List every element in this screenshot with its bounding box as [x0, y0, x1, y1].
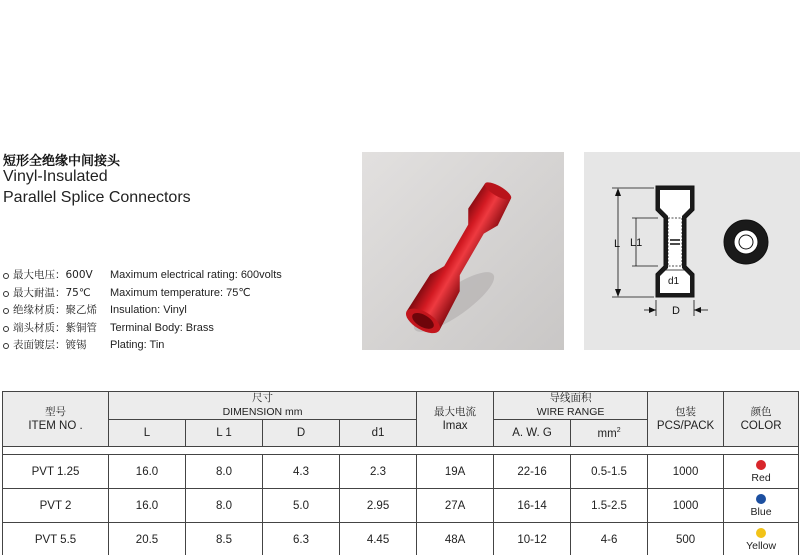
product-title-en-line2: Parallel Splice Connectors: [3, 189, 191, 206]
header-imax: [417, 392, 494, 447]
cell-item: PVT 5.5: [3, 523, 109, 555]
cell-item: PVT 1.25: [3, 455, 109, 489]
brass-barrel: [668, 218, 682, 266]
header-color: [724, 392, 799, 447]
product-title-cn: 短形全绝缘中间接头: [3, 154, 121, 169]
bullet-icon: [3, 308, 9, 314]
splice-connector-image: [362, 152, 564, 350]
label-d1: d1: [668, 276, 680, 287]
cell-D: 4.3: [263, 455, 340, 489]
color-name: Blue: [750, 505, 772, 518]
spec-label-en: Maximum electrical rating: 600volts: [110, 269, 282, 281]
cell-L: 16.0: [109, 455, 186, 489]
product-title-en: [3, 166, 191, 208]
table-separator: [3, 447, 799, 455]
header-wire-cn: 导线面积: [549, 392, 592, 404]
cell-imax: 48A: [417, 523, 494, 555]
label-D: D: [672, 305, 680, 317]
color-dot-icon: [756, 494, 766, 504]
header-color-en: COLOR: [740, 419, 782, 432]
table-header-row: [3, 392, 799, 420]
header-imax-en: Imax: [442, 419, 468, 432]
header-color-cn: 颜色: [750, 405, 772, 418]
spec-label-cn: 表面镀层：镀锡: [13, 339, 87, 351]
table-row: [3, 455, 799, 489]
header-L1: L 1: [186, 420, 263, 447]
spec-label-en: Maximum temperature: 75℃: [110, 286, 251, 299]
header-d1: d1: [340, 420, 417, 447]
spec-label-en: Terminal Body: Brass: [110, 321, 214, 334]
header-mm-sup: 2: [616, 426, 621, 434]
table-row: [3, 489, 799, 523]
color-name: Red: [751, 471, 771, 484]
spec-table: [2, 391, 799, 555]
cell-L: 20.5: [109, 523, 186, 555]
color-name: Yellow: [746, 539, 777, 552]
header-imax-cn: 最大电流: [434, 405, 477, 418]
spec-label-en: Plating: Tin: [110, 339, 165, 351]
spec-label-en: Insulation: Vinyl: [110, 304, 187, 316]
cell-item: PVT 2: [3, 489, 109, 523]
cell-d1: 4.45: [340, 523, 417, 555]
bullet-icon: [3, 326, 9, 332]
arrow-icon: [694, 307, 701, 313]
cell-L1: 8.0: [186, 455, 263, 489]
header-item-en: ITEM NO .: [28, 419, 83, 432]
cell-color: [724, 523, 799, 555]
arrow-icon: [615, 188, 621, 196]
header-D: D: [263, 420, 340, 447]
header-pack-cn: 包装: [675, 405, 697, 418]
header-item-cn: 型号: [45, 405, 66, 418]
end-view-inner: [734, 230, 758, 254]
cell-awg: 22-16: [494, 455, 571, 489]
product-photo: [362, 152, 564, 350]
header-item: [3, 392, 109, 447]
header-dimension-cn: 尺寸: [252, 392, 274, 404]
spec-label-cn: 最大耐温：75℃: [13, 286, 91, 299]
spec-label-cn: 端头材质：紫铜管: [13, 321, 97, 334]
cell-mm2: 4-6: [571, 523, 648, 555]
cell-awg: 10-12: [494, 523, 571, 555]
cell-pack: 1000: [648, 455, 724, 489]
product-title-en-line1: Vinyl-Insulated: [3, 168, 108, 185]
label-L1: L1: [630, 237, 643, 249]
cell-awg: 16-14: [494, 489, 571, 523]
header-mm-text: mm: [597, 427, 617, 440]
arrow-icon: [615, 289, 621, 297]
bullet-icon: [3, 291, 9, 297]
cell-mm2: 1.5-2.5: [571, 489, 648, 523]
arrow-icon: [649, 307, 656, 313]
spec-label-cn: 最大电压：600V: [13, 269, 93, 281]
cell-d1: 2.3: [340, 455, 417, 489]
cell-L: 16.0: [109, 489, 186, 523]
bullet-icon: [3, 273, 9, 279]
bullet-icon: [3, 343, 9, 349]
table-row: [3, 523, 799, 555]
cell-color: [724, 489, 799, 523]
cell-pack: 1000: [648, 489, 724, 523]
cell-pack: 500: [648, 523, 724, 555]
header-wire-range: [494, 392, 648, 420]
header-awg: A. W. G: [494, 420, 571, 447]
cell-L1: 8.5: [186, 523, 263, 555]
header-wire-en: WIRE RANGE: [536, 406, 605, 418]
spec-label-cn: 绝缘材质：聚乙烯: [13, 304, 97, 316]
separator-cell: [3, 447, 799, 455]
cell-imax: 19A: [417, 455, 494, 489]
color-dot-icon: [756, 460, 766, 470]
cell-color: [724, 455, 799, 489]
cell-D: 6.3: [263, 523, 340, 555]
label-L: L: [614, 238, 621, 250]
header-dimension: [109, 392, 417, 420]
cell-imax: 27A: [417, 489, 494, 523]
technical-diagram: [584, 152, 800, 350]
color-dot-icon: [756, 528, 766, 538]
cell-mm2: 0.5-1.5: [571, 455, 648, 489]
header-pack: [648, 392, 724, 447]
cell-L1: 8.0: [186, 489, 263, 523]
header-L: L: [109, 420, 186, 447]
header-dimension-en: DIMENSION mm: [222, 406, 303, 418]
header-pack-en: PCS/PACK: [656, 419, 715, 432]
header-mm2: [571, 420, 648, 447]
cell-D: 5.0: [263, 489, 340, 523]
cell-d1: 2.95: [340, 489, 417, 523]
